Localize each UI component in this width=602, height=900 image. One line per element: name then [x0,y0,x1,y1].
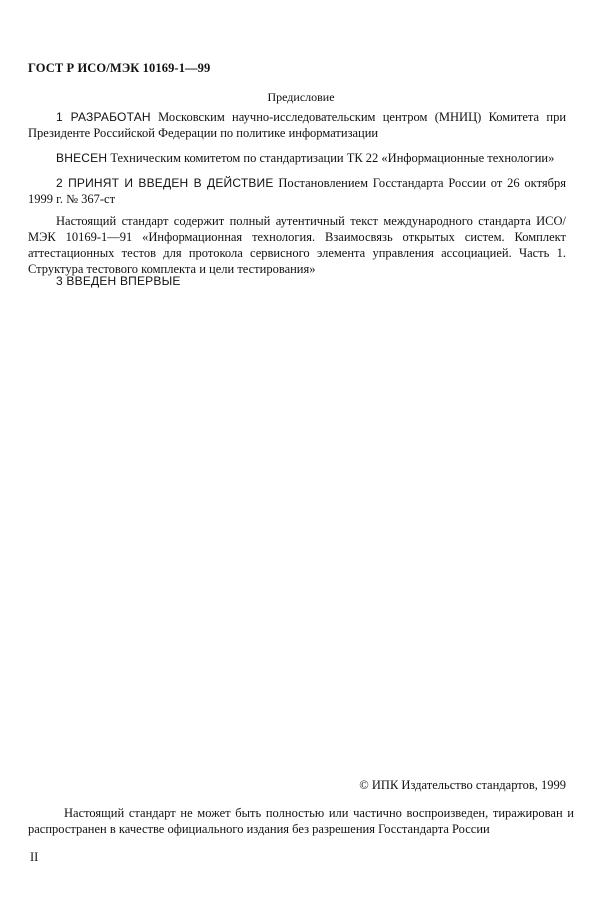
preface-item-text: Настоящий стандарт содержит полный аутентичный текст международного стандарта ИСО/МЭК 10169-1—91 «Информационная технология. Взаимосвязь открытых систем. Комплект аттестационных тестов для протокола сервисного элемента управления ассоциацией. Часть 1. Структура тестового комплекта и цели тестирования» [28,214,566,276]
preface-item-lead: 3 ВВЕДЕН ВПЕРВЫЕ [56,274,181,288]
preface-item-text: Московским научно-исследовательским центром (МНИЦ) Комитета при Президенте Российской Федерации по политике информатизации [28,110,567,140]
preface-item-lead: ВНЕСЕН [56,151,108,165]
preface-item-authentic-text [28,213,566,277]
copyright-line: © ИПК Издательство стандартов, 1999 [359,778,566,792]
preface-item-adopted [28,175,566,207]
preface-item-introduced [28,150,566,166]
reproduction-notice: Настоящий стандарт не может быть полностью или частично воспроизведен, тиражирован и распространен в качестве официального издания без разрешения Госстандарта России [28,806,574,836]
document-code: ГОСТ Р ИСО/МЭК 10169-1—99 [28,61,211,75]
preface-item-lead: 2 ПРИНЯТ И ВВЕДЕН В ДЕЙСТВИЕ [56,176,274,190]
page-number: II [30,850,39,864]
preface-item-first-introduced [28,273,566,289]
preface-heading: Предисловие [267,90,335,104]
preface-item-text: Постановлением Госстандарта России от 26 октября 1999 г. № 367-ст [28,176,566,206]
preface-item-lead: 1 РАЗРАБОТАН [56,110,151,124]
preface-item-developed [28,109,566,141]
preface-item-text: Техническим комитетом по стандартизации ТК 22 «Информационные технологии» [107,151,555,165]
